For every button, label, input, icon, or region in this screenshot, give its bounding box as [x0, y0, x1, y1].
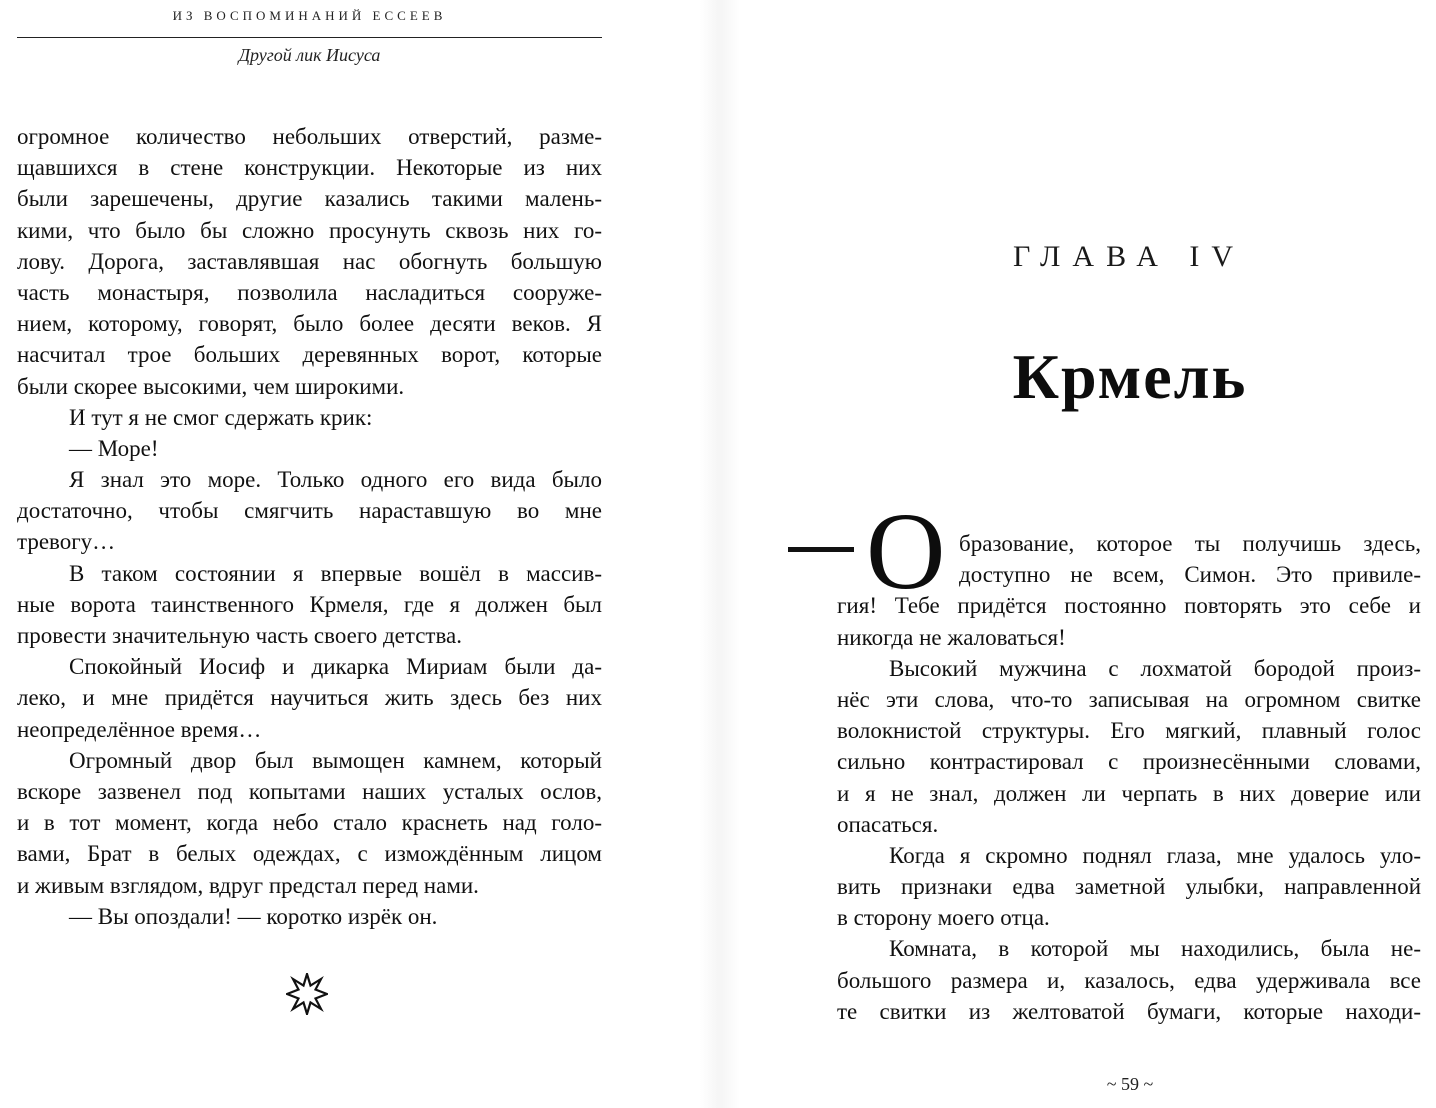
text-line: провести значительную часть своего детства. [17, 623, 462, 648]
text-line: огромное количество небольших отверстий, разме- [17, 124, 602, 149]
running-head: ИЗ ВОСПОМИНАНИЙ ЕССЕЕВ [172, 8, 447, 23]
left-body-text [17, 121, 602, 932]
text-line: большого размера и, казалось, едва удерживала все [837, 967, 1421, 993]
text-line: Высокий мужчина с лохматой бородой произ- [889, 655, 1421, 681]
text-line: те свитки из желтоватой бумаги, которые находи- [837, 998, 1421, 1024]
text-line: Я знал это море. Только одного его вида было [69, 467, 602, 493]
text-line: вскоре зазвенел под копытами наших усталых ослов, [17, 778, 602, 804]
page-gutter [700, 0, 740, 1108]
right-body-text [837, 528, 1421, 1027]
text-line: бразование, которое ты получишь здесь, [959, 531, 1421, 556]
text-line: достаточно, чтобы смягчить нараставшую во мне [17, 498, 602, 524]
text-line: Спокойный Иосиф и дикарка Мириам были да- [69, 654, 602, 680]
text-line: часть монастыря, позволила насладиться сооруже- [17, 279, 602, 305]
page-number: ~ 59 ~ [1106, 1074, 1154, 1094]
text-line: тревогу… [17, 529, 116, 555]
text-line: щавшихся в стене конструкции. Некоторые из них [17, 155, 602, 181]
text-line: нием, которому, говорят, было более десяти веков. Я [17, 311, 602, 337]
text-line: и живым взглядом, вдруг предстал перед нами. [17, 872, 479, 898]
text-line: вами, Брат в белых одеждах, с измождённым лицом [17, 841, 602, 867]
text-line: В таком состоянии я впервые вошёл в массив- [69, 560, 602, 586]
text-line: и я не знал, должен ли черпать в них доверие или [837, 780, 1421, 806]
text-line: в сторону моего отца. [837, 905, 1050, 931]
eight-point-star-icon [286, 973, 328, 1015]
text-line: кими, что было бы сложно просунуть сквозь них го- [17, 217, 602, 243]
text-line: были зарешечены, другие казались такими малень- [17, 186, 602, 212]
drop-cap: О [866, 490, 946, 612]
chapter-label: ГЛАВА IV [1012, 240, 1246, 273]
text-line: Огромный двор был вымощен камнем, который [69, 747, 602, 773]
text-line: — Море! [69, 435, 159, 461]
text-line: вить признаки едва заметной улыбки, направленной [837, 874, 1421, 900]
right-page [740, 0, 1436, 1108]
text-line: лову. Дорога, заставлявшая нас обогнуть большую [17, 248, 602, 274]
text-line: сильно контрастировал с произнесёнными словами, [837, 749, 1421, 775]
chapter-title: Крмель [1012, 341, 1248, 412]
text-line: были скорее высокими, чем широкими. [17, 373, 405, 399]
text-line: никогда не жаловаться! [837, 624, 1066, 650]
left-page [0, 0, 700, 1108]
text-line: леко, и мне придётся научиться жить здесь без них [17, 685, 602, 711]
text-line: Комната, в которой мы находились, была не- [889, 936, 1421, 962]
text-line: опасаться. [837, 811, 939, 837]
text-line: насчитал трое больших деревянных ворот, которые [17, 342, 602, 368]
text-line: доступно не всем, Симон. Это привиле- [959, 562, 1421, 588]
text-line: ные ворота таинственного Крмеля, где я должен был [17, 591, 602, 617]
text-line: и в тот момент, когда небо стало краснеть над голо- [17, 810, 602, 836]
book-subtitle: Другой лик Иисуса [238, 45, 381, 65]
text-line: — Вы опоздали! — коротко изрёк он. [69, 903, 438, 929]
text-line: неопределённое время… [17, 716, 262, 742]
text-line: И тут я не смог сдержать крик: [69, 404, 373, 430]
text-line: нёс эти слова, что-то записывая на огромном свитке [837, 686, 1421, 712]
text-line: волокнистой структуры. Его мягкий, плавный голос [837, 718, 1421, 744]
text-line: Когда я скромно поднял глаза, мне удалось уло- [889, 842, 1421, 868]
header-rule [17, 37, 602, 38]
text-line: гия! Тебе придётся постоянно повторять это себе и [837, 593, 1421, 619]
